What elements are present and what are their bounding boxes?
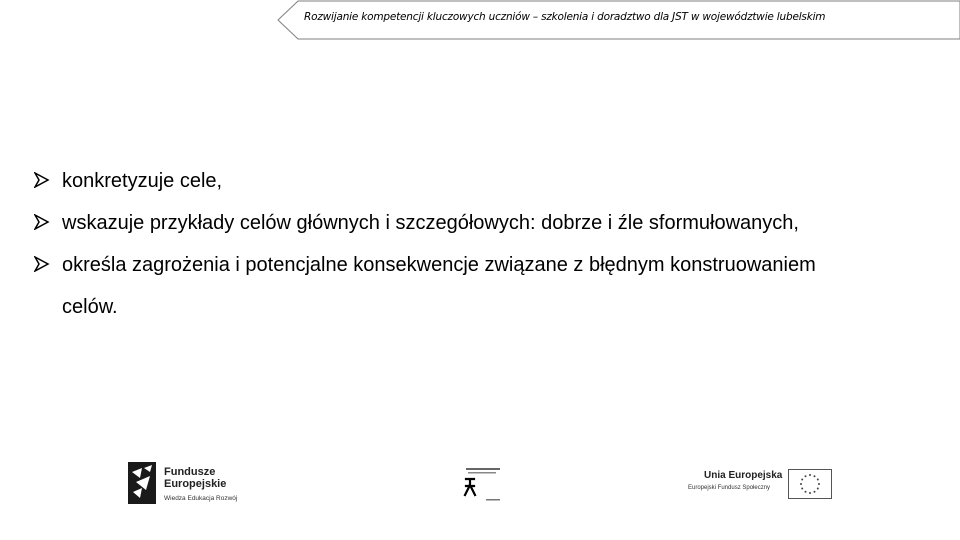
arrow-bullet-icon [34, 214, 50, 230]
fundusze-mark-icon [128, 460, 158, 506]
partner-logo-graphic [462, 465, 506, 505]
bullet-item [34, 244, 854, 328]
eu-flag-icon [788, 469, 832, 499]
header-banner [276, 0, 960, 40]
bullet-text: określa zagrożenia i potencjalne konsekwencje związane z błędnym konstruowaniem celów. [62, 254, 816, 318]
bullet-text: konkretyzuje cele, [62, 170, 223, 192]
eu-fund-name: Europejski Fundusz Społeczny [688, 485, 771, 491]
arrow-bullet-icon [34, 172, 50, 188]
fundusze-europejskie-logo [128, 460, 268, 508]
fundusze-title: Fundusze Europejskie [164, 466, 227, 490]
partner-logo [462, 465, 506, 505]
arrow-bullet-icon [34, 256, 50, 272]
header-title: Rozwijanie kompetencji kluczowych uczniów – szkolenia i doradztwo dla JST w województwie lubelskim [304, 11, 826, 23]
eu-logo [688, 467, 838, 499]
bullet-list [34, 160, 854, 328]
bullet-text: wskazuje przykłady celów głównych i szczegółowych: dobrze i źle sformułowanych, [62, 212, 799, 234]
fundusze-subtitle: Wiedza Edukacja Rozwój [164, 495, 238, 502]
eu-name: Unia Europejska [704, 470, 783, 481]
footer-logos [0, 455, 960, 515]
bullet-item [34, 202, 854, 244]
bullet-item [34, 160, 854, 202]
